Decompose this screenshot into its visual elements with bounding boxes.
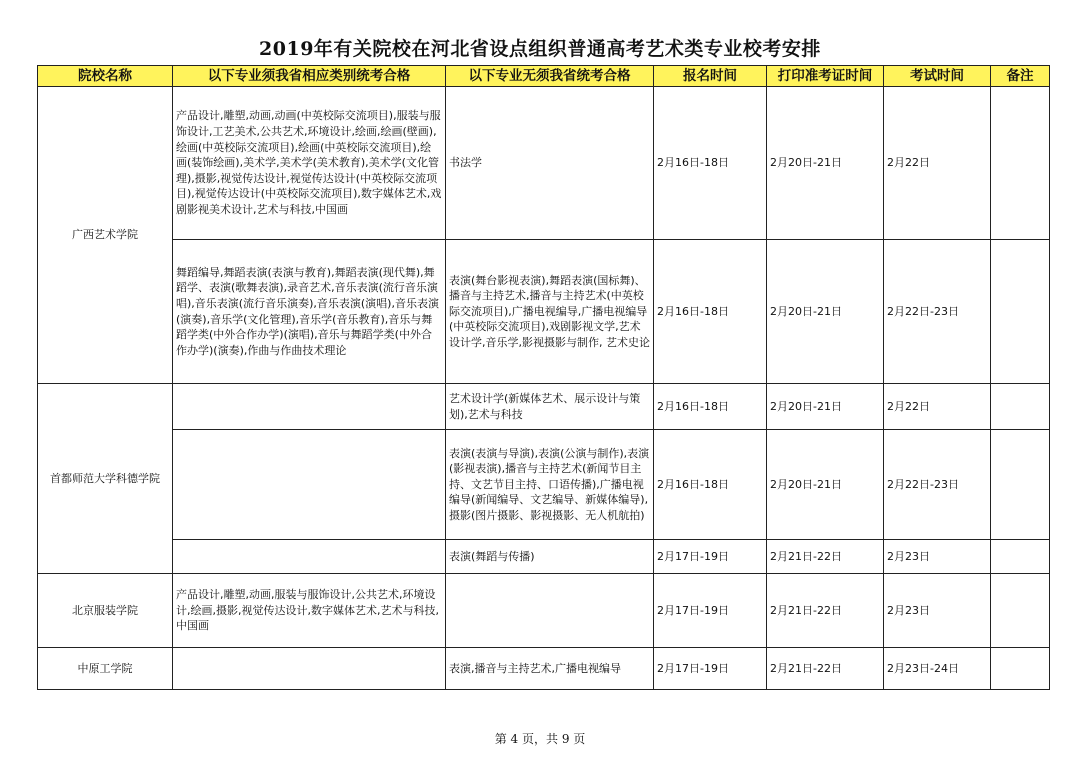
header-school: 院校名称: [38, 66, 173, 87]
nonunified-majors-cell: 表演,播音与主持艺术,广播电视编导: [446, 648, 654, 690]
print-date-cell: 2月20日-21日: [767, 240, 884, 384]
print-date-cell: 2月21日-22日: [767, 648, 884, 690]
nonunified-majors-cell: 表演(舞台影视表演),舞蹈表演(国标舞)、播音与主持艺术,播音与主持艺术(中英校际交流项目),广播电视编导,广播电视编导(中英校际交流项目),戏剧影视文学,艺术设计学,音乐学,影视摄影与制作, 艺术史论: [446, 240, 654, 384]
print-date-cell: 2月20日-21日: [767, 384, 884, 430]
register-date-cell: 2月16日-18日: [654, 240, 767, 384]
header-register: 报名时间: [654, 66, 767, 87]
header-print: 打印准考证时间: [767, 66, 884, 87]
unified-majors-cell: [173, 384, 446, 430]
unified-majors-cell: [173, 648, 446, 690]
nonunified-majors-cell: [446, 574, 654, 648]
table-row: [38, 430, 1050, 540]
exam-date-cell: 2月22日-23日: [884, 240, 991, 384]
print-date-cell: 2月21日-22日: [767, 574, 884, 648]
header-unified: 以下专业须我省相应类别统考合格: [173, 66, 446, 87]
note-cell: [991, 648, 1050, 690]
note-cell: [991, 574, 1050, 648]
nonunified-majors-cell: 表演(表演与导演),表演(公演与制作),表演(影视表演),播音与主持艺术(新闻节目主持、文艺节目主持、口语传播),广播电视编导(新闻编导、文艺编导、新媒体编导),摄影(图片摄影、影视摄影、无人机航拍): [446, 430, 654, 540]
register-date-cell: 2月16日-18日: [654, 87, 767, 240]
unified-majors-cell: [173, 540, 446, 574]
note-cell: [991, 384, 1050, 430]
school-cell: 广西艺术学院: [38, 87, 173, 384]
schedule-table: [37, 65, 1050, 690]
print-date-cell: 2月21日-22日: [767, 540, 884, 574]
table-row: [38, 648, 1050, 690]
register-date-cell: 2月16日-18日: [654, 384, 767, 430]
note-cell: [991, 540, 1050, 574]
header-nonunified: 以下专业无须我省统考合格: [446, 66, 654, 87]
unified-majors-cell: [173, 430, 446, 540]
table-row: [38, 384, 1050, 430]
print-date-cell: 2月20日-21日: [767, 87, 884, 240]
unified-majors-cell: 舞蹈编导,舞蹈表演(表演与教育),舞蹈表演(现代舞),舞蹈学、表演(歌舞表演),录音艺术,音乐表演(流行音乐演唱),音乐表演(流行音乐演奏),音乐表演(演唱),音乐表演(演奏),音乐学(文化管理),音乐学(音乐教育),音乐与舞蹈学类(中外合作办学)(演唱),音乐与舞蹈学类(中外合作办学)(演奏),作曲与作曲技术理论: [173, 240, 446, 384]
school-cell: 北京服装学院: [38, 574, 173, 648]
header-row: [38, 66, 1050, 87]
exam-date-cell: 2月22日: [884, 87, 991, 240]
note-cell: [991, 87, 1050, 240]
table-row: [38, 240, 1050, 384]
unified-majors-cell: 产品设计,雕塑,动画,服装与服饰设计,公共艺术,环境设计,绘画,摄影,视觉传达设计,数字媒体艺术,艺术与科技,中国画: [173, 574, 446, 648]
exam-date-cell: 2月23日-24日: [884, 648, 991, 690]
nonunified-majors-cell: 艺术设计学(新媒体艺术、展示设计与策划),艺术与科技: [446, 384, 654, 430]
nonunified-majors-cell: 表演(舞蹈与传播): [446, 540, 654, 574]
page-footer: 第 4 页，共 9 页: [494, 732, 586, 746]
exam-date-cell: 2月22日-23日: [884, 430, 991, 540]
register-date-cell: 2月17日-19日: [654, 574, 767, 648]
school-cell: 首都师范大学科德学院: [38, 384, 173, 574]
header-exam: 考试时间: [884, 66, 991, 87]
register-date-cell: 2月16日-18日: [654, 430, 767, 540]
table-row: [38, 87, 1050, 240]
exam-date-cell: 2月22日: [884, 384, 991, 430]
exam-date-cell: 2月23日: [884, 574, 991, 648]
exam-date-cell: 2月23日: [884, 540, 991, 574]
nonunified-majors-cell: 书法学: [446, 87, 654, 240]
table-row: [38, 574, 1050, 648]
register-date-cell: 2月17日-19日: [654, 540, 767, 574]
school-cell: 中原工学院: [38, 648, 173, 690]
header-note: 备注: [991, 66, 1050, 87]
page-title: 2019年有关院校在河北省设点组织普通高考艺术类专业校考安排: [259, 38, 821, 60]
register-date-cell: 2月17日-19日: [654, 648, 767, 690]
note-cell: [991, 430, 1050, 540]
unified-majors-cell: 产品设计,雕塑,动画,动画(中英校际交流项目),服装与服饰设计,工艺美术,公共艺术,环境设计,绘画,绘画(壁画),绘画(中英校际交流项目),绘画(中英校际交流项目),绘画(装饰绘画),美术学,美术学(美术教育),美术学(文化管理),摄影,视觉传达设计,视觉传达设计(中英校际交流项目),视觉传达设计(中英校际交流项目),数字媒体艺术,戏剧影视美术设计,艺术与科技,中国画: [173, 87, 446, 240]
note-cell: [991, 240, 1050, 384]
table-row: [38, 540, 1050, 574]
print-date-cell: 2月20日-21日: [767, 430, 884, 540]
